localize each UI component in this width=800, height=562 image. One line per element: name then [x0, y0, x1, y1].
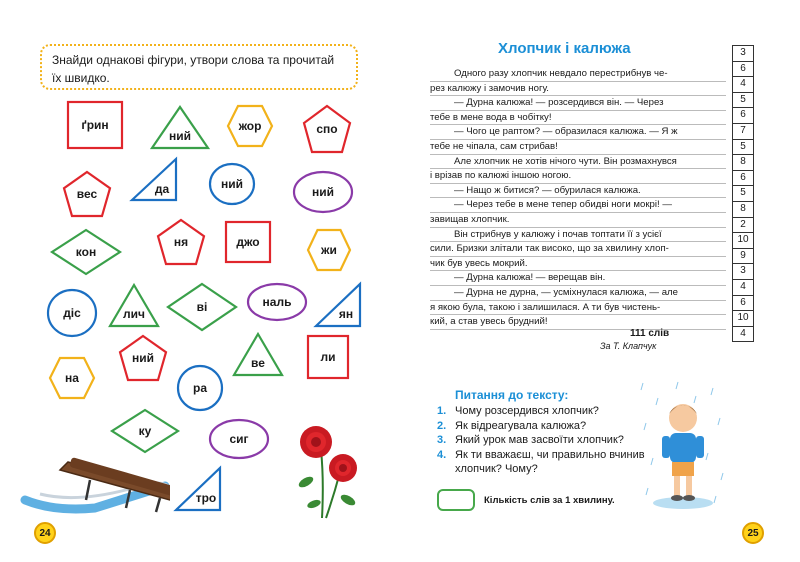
syllable-shape — [306, 334, 350, 380]
story-line: — Чого це раптом? — образилася калюжа. — Я ж — [430, 125, 726, 140]
syllable-shape — [226, 104, 274, 148]
word-count-cell: 3 — [732, 264, 754, 280]
question-item — [437, 404, 645, 419]
question-text: Який урок мав засвоїти хлопчик? — [455, 434, 624, 446]
syllable-shape — [166, 282, 238, 332]
syllable-shape — [208, 162, 256, 206]
syllable-label: ний — [131, 351, 154, 365]
question-number: 2. — [437, 419, 447, 432]
question-text: Як ти вважаєш, чи правильно вчинив хлопчик? Чому? — [455, 448, 645, 475]
syllable-shape — [302, 104, 352, 154]
question-number: 3. — [437, 434, 447, 446]
syllable-label: діс — [63, 306, 81, 320]
word-count-cell: 5 — [732, 93, 754, 109]
story-line: — Дурна калюжа! — розсердився він. — Через — [430, 96, 726, 111]
words-per-minute-box[interactable] — [437, 489, 475, 511]
syllable-shape — [150, 105, 210, 150]
syllable-label: ли — [320, 350, 336, 364]
syllable-label: на — [65, 371, 79, 385]
story-line: рез калюжу і замочив ногу. — [430, 82, 726, 97]
syllable-label: ґрин — [81, 118, 109, 132]
word-count-cell: 2 — [732, 218, 754, 234]
syllable-label: сиг — [229, 432, 249, 446]
syllable-shape — [108, 283, 160, 328]
story-line: чик був увесь мокрий. — [430, 257, 726, 272]
syllable-label: кон — [75, 245, 97, 259]
story-line: Він стрибнув у калюжу і почав топтати її з усієї — [430, 228, 726, 243]
story-line: — Через тебе в мене тепер обидві ноги мокрі! — — [430, 198, 726, 213]
story-line: кий, а став увесь брудний! — [430, 315, 726, 330]
syllable-label: лич — [123, 306, 145, 321]
word-count-cell: 8 — [732, 155, 754, 171]
story-line: і врізав по калюжі іншою ногою. — [430, 169, 726, 184]
syllable-shape — [232, 332, 284, 377]
syllable-label: да — [154, 181, 170, 196]
question-item — [437, 448, 645, 477]
questions-list — [437, 404, 645, 477]
word-count-cell: 4 — [732, 327, 754, 343]
syllable-label: ний — [220, 177, 243, 191]
word-count-cell: 4 — [732, 280, 754, 296]
question-item — [437, 419, 645, 434]
word-count-cell: 9 — [732, 249, 754, 265]
syllable-shape — [246, 282, 308, 322]
question-text: Як відреагувала калюжа? — [455, 419, 587, 432]
syllable-shape — [130, 157, 178, 202]
page-number-right-badge — [742, 522, 764, 544]
question-item — [437, 433, 645, 448]
syllable-shape — [118, 334, 168, 382]
syllable-shape — [314, 282, 362, 328]
page-number-right: 25 — [742, 522, 764, 544]
story-line: тебе в мене вода в чобітку! — [430, 111, 726, 126]
word-total: 111 слів — [630, 328, 670, 339]
page-number-left: 24 — [34, 522, 56, 544]
syllable-label: вес — [76, 187, 98, 201]
question-number: 4. — [437, 448, 447, 461]
syllable-label: ра — [192, 381, 207, 395]
syllable-shape — [50, 228, 122, 276]
story-line: — Дурна калюжа! — верещав він. — [430, 271, 726, 286]
syllable-shape — [62, 170, 112, 218]
word-count-cell: 6 — [732, 296, 754, 312]
syllable-shape — [46, 288, 98, 338]
syllable-label: наль — [262, 295, 292, 309]
word-count-cell: 10 — [732, 311, 754, 327]
syllable-label: джо — [236, 235, 260, 249]
story-title: Хлопчик і калюжа — [498, 40, 631, 57]
syllable-label: жор — [238, 119, 262, 133]
words-per-minute-label: Кількість слів за 1 хвилину. — [484, 495, 615, 506]
question-text: Чому розсердився хлопчик? — [455, 405, 599, 417]
syllable-shape — [48, 356, 96, 400]
author-credit: За Т. Клапчук — [600, 341, 657, 351]
syllable-label: жи — [321, 243, 337, 257]
word-count-cell: 6 — [732, 62, 754, 78]
syllable-shape — [224, 220, 272, 264]
story-line: — Нащо ж битися? — обурилася калюжа. — [430, 184, 726, 199]
story-line: завищав хлопчик. — [430, 213, 726, 228]
word-count-cell: 6 — [732, 108, 754, 124]
syllable-label: ний — [168, 128, 191, 143]
story-text — [430, 67, 726, 330]
syllable-label: ве — [251, 355, 265, 370]
word-count-cell: 8 — [732, 202, 754, 218]
boy-in-rain-illustration — [638, 378, 728, 513]
syllable-label: ний — [311, 185, 334, 199]
word-count-cell: 10 — [732, 233, 754, 249]
syllable-shape — [66, 100, 124, 150]
story-line: тебе не чіпала, сам стрибав! — [430, 140, 726, 155]
word-count-cell: 6 — [732, 171, 754, 187]
syllable-shape — [208, 418, 270, 460]
word-count-cell: 3 — [732, 45, 754, 62]
word-count-cell: 7 — [732, 124, 754, 140]
story-line: Але хлопчик не хотів нічого чути. Він розмахнувся — [430, 155, 726, 170]
syllable-label: ян — [338, 307, 354, 321]
question-number: 1. — [437, 405, 447, 417]
syllable-shape — [156, 218, 206, 266]
questions-heading: Питання до тексту: — [455, 388, 569, 402]
word-count-cell: 5 — [732, 140, 754, 156]
syllable-label: ку — [138, 424, 152, 438]
syllable-shape — [306, 228, 352, 272]
syllable-label: тро — [195, 491, 217, 505]
story-line: Одного разу хлопчик невдало перестрибнув че- — [430, 67, 726, 82]
story-line: сили. Бризки злітали так високо, що за хвилину хлоп- — [430, 242, 726, 257]
story-line: я якою була, такою і залишилася. А ти був чистень- — [430, 301, 726, 316]
task-instruction: Знайди однакові фігури, утвори слова та прочитай їх швидко. — [40, 44, 358, 90]
word-count-cell: 5 — [732, 186, 754, 202]
syllable-label: ня — [173, 235, 189, 249]
syllable-shape — [174, 466, 222, 512]
page-number-left-badge — [34, 522, 56, 544]
word-count-cell: 4 — [732, 77, 754, 93]
word-count-column — [732, 45, 754, 342]
syllable-shape — [292, 170, 354, 214]
syllable-label: ві — [196, 300, 208, 314]
roses-illustration — [286, 420, 366, 520]
syllable-shape — [176, 364, 224, 412]
syllable-label: спо — [316, 122, 338, 136]
story-line: — Дурна не дурна, — усміхнулася калюжа, — але — [430, 286, 726, 301]
sled-illustration — [20, 442, 170, 520]
